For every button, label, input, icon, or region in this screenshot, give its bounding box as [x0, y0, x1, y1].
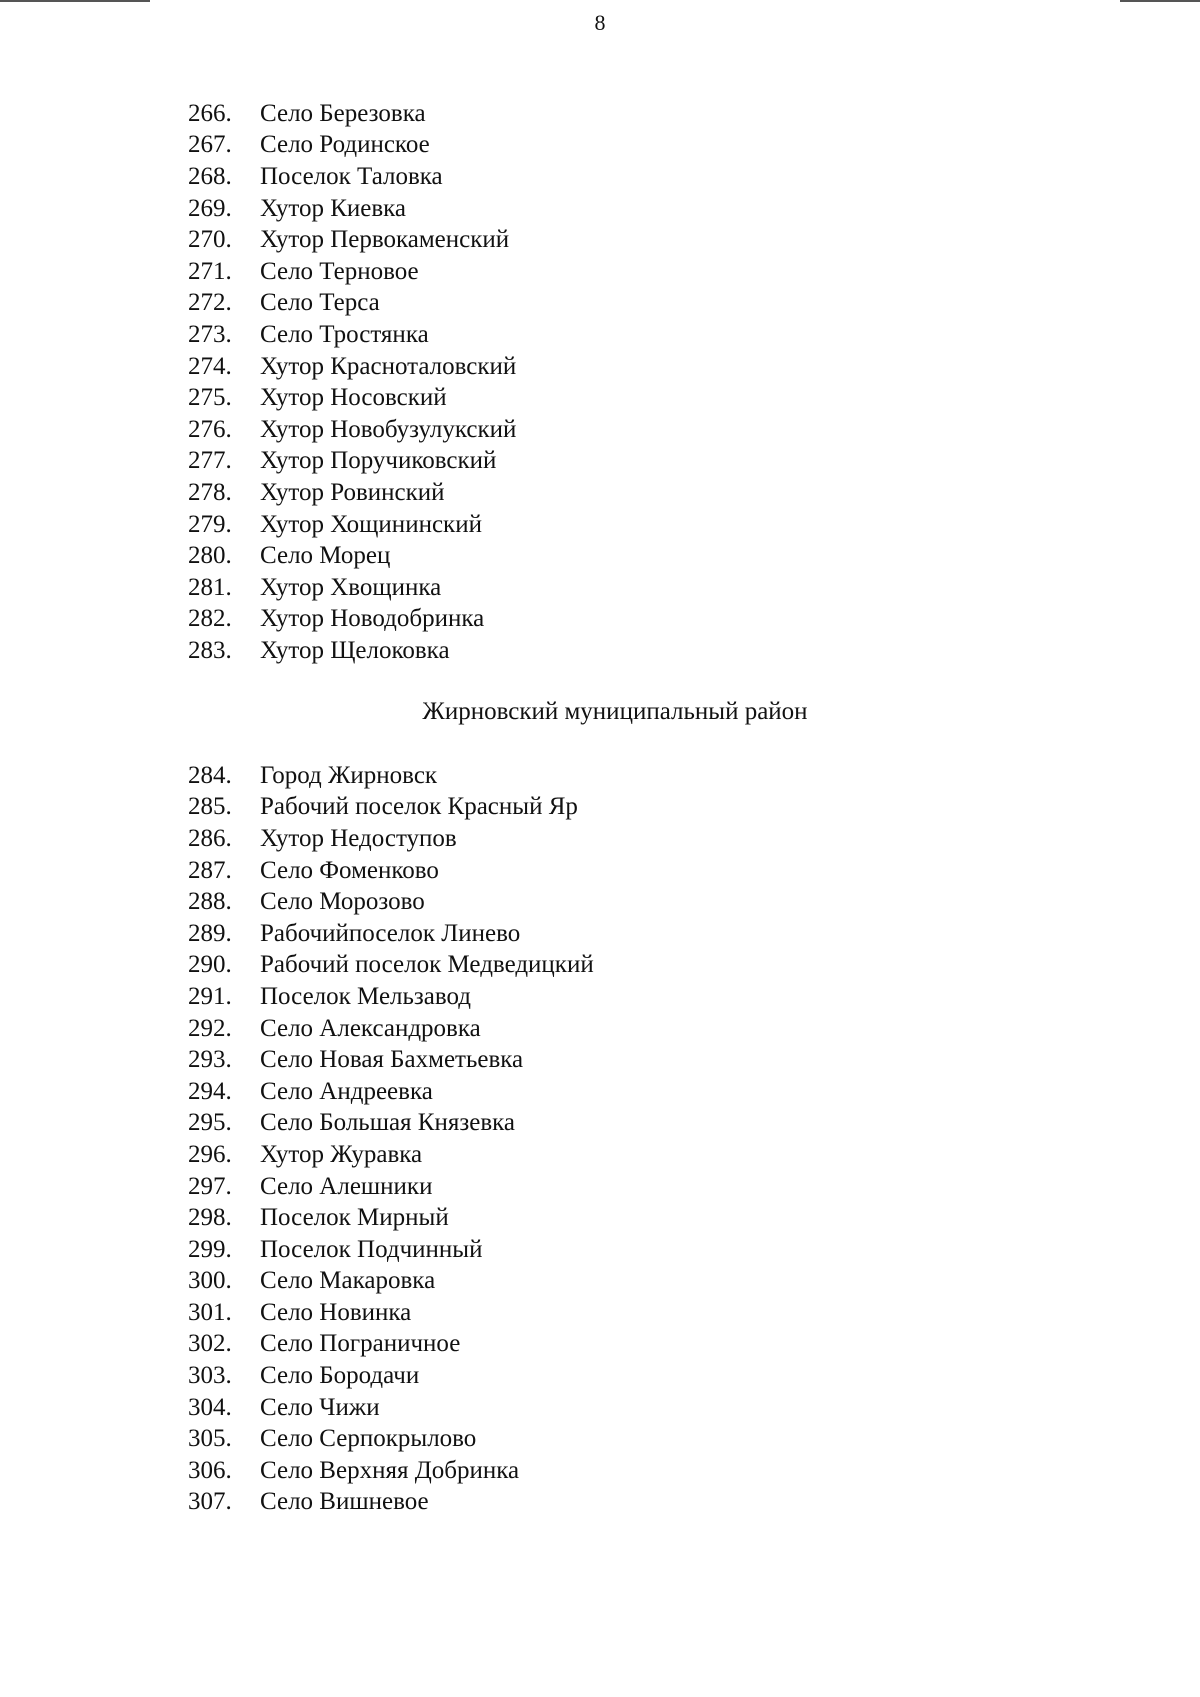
list-item-name: Поселок Мельзавод [260, 982, 472, 1010]
list-item-number: 307. [188, 1488, 232, 1516]
list-item-number: 297. [188, 1172, 232, 1200]
list-item-number: 293. [188, 1046, 232, 1074]
list-item [188, 1171, 594, 1203]
list-item-number: 294. [188, 1077, 232, 1105]
list-item-name: Село Андреевка [260, 1077, 433, 1105]
list-item [188, 792, 594, 824]
list-item-name: Хутор Недоступов [260, 824, 457, 852]
list-item-name: Село Макаровка [260, 1267, 436, 1295]
list-item-number: 284. [188, 761, 232, 789]
list-item-name: Село Терса [260, 289, 380, 317]
list-item [188, 540, 516, 572]
list-item [188, 1139, 594, 1171]
list-item-number: 282. [188, 605, 232, 633]
list-item-number: 288. [188, 888, 232, 916]
list-item-name: Хутор Щелоковка [260, 636, 450, 664]
list-item-name: Село Верхняя Добринка [260, 1456, 520, 1484]
list-item-number: 273. [188, 320, 232, 348]
list-item [188, 981, 594, 1013]
list-item-name: Рабочий поселок Красный Яр [260, 793, 578, 821]
list-item-name: Село Березовка [260, 99, 426, 127]
list-item-number: 304. [188, 1393, 232, 1421]
list-item-name: Село Родинское [260, 131, 430, 159]
list-item [188, 1329, 594, 1361]
settlement-list-part1 [188, 98, 516, 667]
list-item-name: Хутор Поручиковский [260, 447, 497, 475]
list-item-number: 274. [188, 352, 232, 380]
list-item [188, 1234, 594, 1266]
list-item [188, 256, 516, 288]
list-item-name: Село Тростянка [260, 320, 429, 348]
list-item-name: Хутор Журавка [260, 1140, 423, 1168]
list-item-number: 269. [188, 194, 232, 222]
list-item-name: Село Новая Бахметьевка [260, 1046, 524, 1074]
list-item-name: Село Чижи [260, 1393, 380, 1421]
list-item-name: Хутор Новодобринка [260, 605, 485, 633]
list-item-number: 300. [188, 1267, 232, 1295]
list-item-name: Рабочийпоселок Линево [260, 919, 521, 947]
list-item [188, 1455, 594, 1487]
list-item-name: Хутор Ровинский [260, 478, 445, 506]
list-item [188, 855, 594, 887]
list-item-name: Хутор Киевка [260, 194, 407, 222]
list-item [188, 1076, 594, 1108]
list-item-number: 302. [188, 1330, 232, 1358]
list-item-name: Село Морец [260, 542, 391, 570]
list-item [188, 1013, 594, 1045]
section-heading: Жирновский муниципальный район [422, 698, 808, 725]
list-item [188, 1266, 594, 1298]
list-item [188, 130, 516, 162]
list-item [188, 950, 594, 982]
list-item-number: 291. [188, 982, 232, 1010]
list-item-name: Село Серпокрылово [260, 1425, 477, 1453]
list-item [188, 918, 594, 950]
list-item [188, 635, 516, 667]
list-item [188, 477, 516, 509]
list-item-number: 277. [188, 447, 232, 475]
list-item [188, 1423, 594, 1455]
list-item [188, 319, 516, 351]
list-item [188, 414, 516, 446]
list-item [188, 382, 516, 414]
list-item-number: 266. [188, 99, 232, 127]
list-item [188, 509, 516, 541]
list-item-number: 278. [188, 478, 232, 506]
page-number: 8 [594, 10, 606, 35]
list-item [188, 161, 516, 193]
list-item-number: 306. [188, 1456, 232, 1484]
list-item-name: Село Пограничное [260, 1330, 461, 1358]
settlement-list-part2 [188, 760, 594, 1518]
list-item-number: 275. [188, 384, 232, 412]
list-item [188, 1360, 594, 1392]
list-item [188, 193, 516, 225]
list-item-number: 298. [188, 1204, 232, 1232]
list-item-number: 296. [188, 1140, 232, 1168]
list-item [188, 1297, 594, 1329]
list-item-name: Хутор Красноталовский [260, 352, 517, 380]
list-item-name: Хутор Новобузулукский [260, 415, 517, 443]
list-item-number: 280. [188, 542, 232, 570]
list-item-name: Поселок Таловка [260, 162, 443, 190]
list-item-number: 267. [188, 131, 232, 159]
list-item [188, 760, 594, 792]
list-item [188, 98, 516, 130]
list-item [188, 1202, 594, 1234]
list-item-number: 295. [188, 1109, 232, 1137]
list-item-name: Село Морозово [260, 888, 425, 916]
list-item-name: Хутор Носовский [260, 384, 447, 412]
list-item-number: 290. [188, 951, 232, 979]
list-item [188, 1108, 594, 1140]
list-item [188, 572, 516, 604]
list-item-name: Хутор Хощининский [260, 510, 482, 538]
list-item-number: 281. [188, 573, 232, 601]
list-item-number: 287. [188, 856, 232, 884]
list-item-number: 286. [188, 824, 232, 852]
list-item-name: Село Терновое [260, 257, 419, 285]
list-item-number: 289. [188, 919, 232, 947]
list-item-number: 303. [188, 1362, 232, 1390]
scan-edge-line-left [0, 0, 150, 2]
list-item-number: 270. [188, 226, 232, 254]
list-item-number: 305. [188, 1425, 232, 1453]
list-item-number: 285. [188, 793, 232, 821]
list-item-name: Хутор Первокаменский [260, 226, 510, 254]
list-item [188, 1487, 594, 1519]
list-item [188, 288, 516, 320]
list-item-number: 276. [188, 415, 232, 443]
list-item-number: 292. [188, 1014, 232, 1042]
list-item [188, 1044, 594, 1076]
list-item-number: 268. [188, 162, 232, 190]
list-item [188, 446, 516, 478]
list-item-number: 299. [188, 1235, 232, 1263]
list-item-number: 271. [188, 257, 232, 285]
list-item-name: Село Александровка [260, 1014, 481, 1042]
list-item [188, 886, 594, 918]
list-item-name: Село Новинка [260, 1298, 412, 1326]
list-item-name: Рабочий поселок Медведицкий [260, 951, 594, 979]
list-item-name: Поселок Подчинный [260, 1235, 483, 1263]
list-item-name: Поселок Мирный [260, 1204, 449, 1232]
list-item-name: Село Большая Князевка [260, 1109, 515, 1137]
list-item-name: Село Алешники [260, 1172, 433, 1200]
list-item [188, 604, 516, 636]
list-item [188, 351, 516, 383]
list-item-name: Хутор Хвощинка [260, 573, 442, 601]
list-item-number: 272. [188, 289, 232, 317]
list-item-name: Город Жирновск [260, 761, 438, 789]
list-item-number: 279. [188, 510, 232, 538]
list-item-name: Село Бородачи [260, 1362, 420, 1390]
scan-edge-line-right [1120, 0, 1200, 2]
list-item [188, 224, 516, 256]
list-item-name: Село Фоменково [260, 856, 439, 884]
list-item [188, 1392, 594, 1424]
list-item [188, 823, 594, 855]
list-item-name: Село Вишневое [260, 1488, 429, 1516]
list-item-number: 283. [188, 636, 232, 664]
list-item-number: 301. [188, 1298, 232, 1326]
